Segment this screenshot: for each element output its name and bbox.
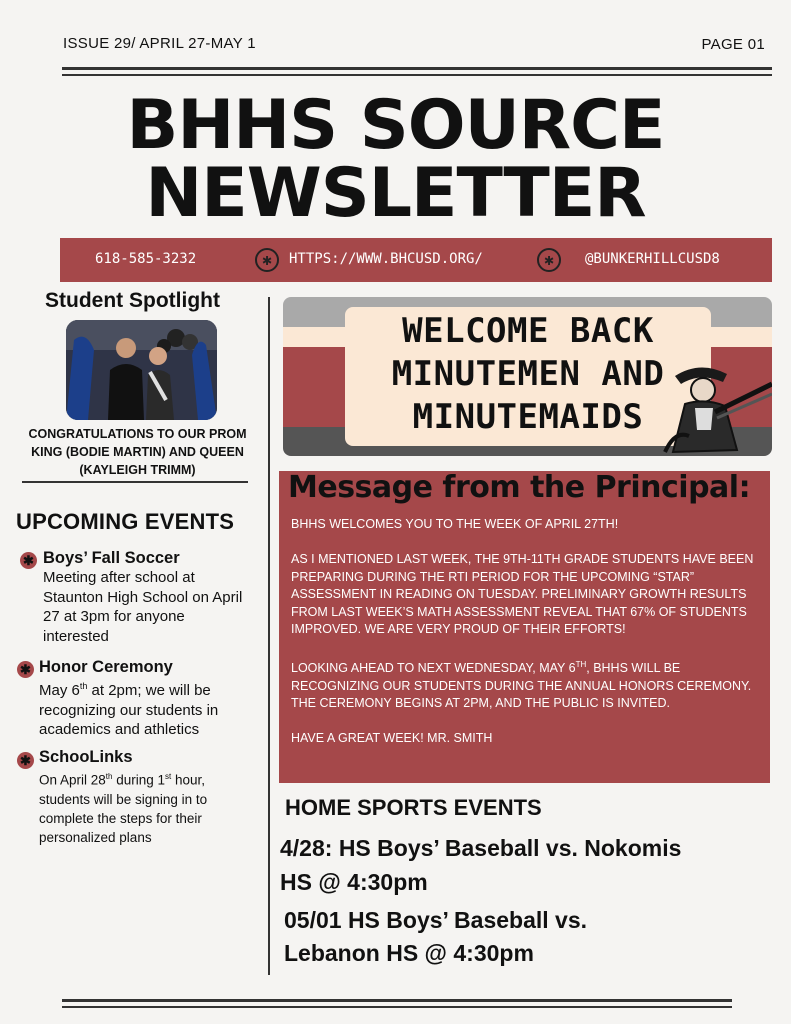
sport-event-line: HS @ 4:30pm [280, 869, 428, 895]
prom-photo-image [66, 320, 217, 420]
welcome-line: MINUTEMEN AND [391, 354, 665, 394]
event-description-text: On April 28 [39, 772, 106, 788]
spotlight-rule [22, 481, 248, 483]
message-paragraph: BHHS WELCOMES YOU TO THE WEEK OF APRIL 27TH! [291, 517, 619, 531]
asterisk-circle-icon: ✱ [255, 248, 279, 272]
superscript: th [105, 772, 113, 781]
asterisk-bullet-icon: ✱ [17, 752, 34, 769]
asterisk-bullet-icon: ✱ [20, 552, 37, 569]
principal-message-body [291, 516, 766, 765]
social-handle[interactable]: @BUNKERHILLCUSD8 [585, 251, 720, 267]
prom-photo [66, 320, 217, 420]
footer-rule [62, 999, 732, 1002]
superscript: th [79, 681, 88, 691]
event-title: Honor Ceremony [39, 658, 173, 676]
sport-event-line: 4/28: HS Boys’ Baseball vs. Nokomis [280, 835, 682, 861]
spotlight-caption: CONGRATULATIONS TO OUR PROM KING (BODIE MARTIN) AND QUEEN (KAYLEIGH TRIMM) [28, 427, 247, 477]
contact-bar [60, 238, 772, 282]
sport-event-line: 05/01 HS Boys’ Baseball vs. [284, 907, 588, 933]
principal-message-title: Message from the Principal: [288, 470, 751, 505]
message-text: LOOKING AHEAD TO NEXT WEDNESDAY, MAY 6 [291, 661, 576, 676]
superscript: TH [575, 660, 587, 669]
page-number: PAGE 01 [701, 36, 765, 53]
message-text: , BHHS WILL BE RECOGNIZING OUR STUDENTS DURING THE ANNUAL HONORS CEREMONY. THE CEREMONY BEGINS AT 2PM, AND THE PUBLIC IS INVITED. [291, 661, 752, 711]
home-sports-heading: HOME SPORTS EVENTS [285, 795, 542, 820]
issue-date: ISSUE 29/ APRIL 27-MAY 1 [63, 35, 256, 52]
footer-rule-thin [62, 1006, 732, 1008]
phone-number: 618-585-3232 [95, 251, 197, 267]
event-title: Boys’ Fall Soccer [43, 549, 180, 567]
event-description [39, 677, 254, 740]
newsletter-title-line1: BHHS SOURCE [126, 86, 665, 165]
minuteman-mascot-icon [655, 360, 772, 456]
message-paragraph [291, 656, 766, 713]
event-title: SchooLinks [39, 748, 133, 766]
column-divider [268, 297, 270, 975]
website-link[interactable]: HTTPS://WWW.BHCUSD.ORG/ [289, 251, 483, 267]
newsletter-title-line2: NEWSLETTER [145, 154, 646, 233]
message-paragraph: AS I MENTIONED LAST WEEK, THE 9TH-11TH GRADE STUDENTS HAVE BEEN PREPARING DURING THE RTI PERIOD FOR THE UPCOMING “STAR” ASSESSMENT IN READING ON TUESDAY. PRELIMINARY GROWTH RESULTS FROM LAST WEEK’S MATH ASSESSMENT REVEAL THAT 67% OF STUDENTS IMPROVED. WE ARE VERY PROUD OF THEIR EFFORTS! [291, 552, 754, 636]
welcome-line: WELCOME BACK [402, 311, 654, 351]
header-rule [62, 67, 772, 70]
event-description-text: May 6 [39, 682, 80, 699]
header-rule-thin [62, 74, 772, 76]
event-description: Meeting after school at Staunton High School on April 27 at 3pm for anyone interested [43, 569, 243, 645]
event-description [39, 767, 249, 847]
event-description-text: at 2pm; we will be recognizing our students in academics and athletics [39, 682, 219, 738]
event-description-text: hour, students will be signing in to complete the steps for their personalized plans [39, 772, 208, 845]
sport-event-line: Lebanon HS @ 4:30pm [284, 940, 534, 966]
asterisk-circle-icon: ✱ [537, 248, 561, 272]
event-description-text: during 1 [112, 772, 166, 788]
message-paragraph: HAVE A GREAT WEEK! MR. SMITH [291, 731, 493, 746]
spotlight-title: Student Spotlight [45, 289, 220, 312]
asterisk-bullet-icon: ✱ [17, 661, 34, 678]
upcoming-events-heading: UPCOMING EVENTS [16, 509, 235, 534]
superscript: st [165, 772, 172, 781]
welcome-line: MINUTEMAIDS [412, 397, 644, 437]
